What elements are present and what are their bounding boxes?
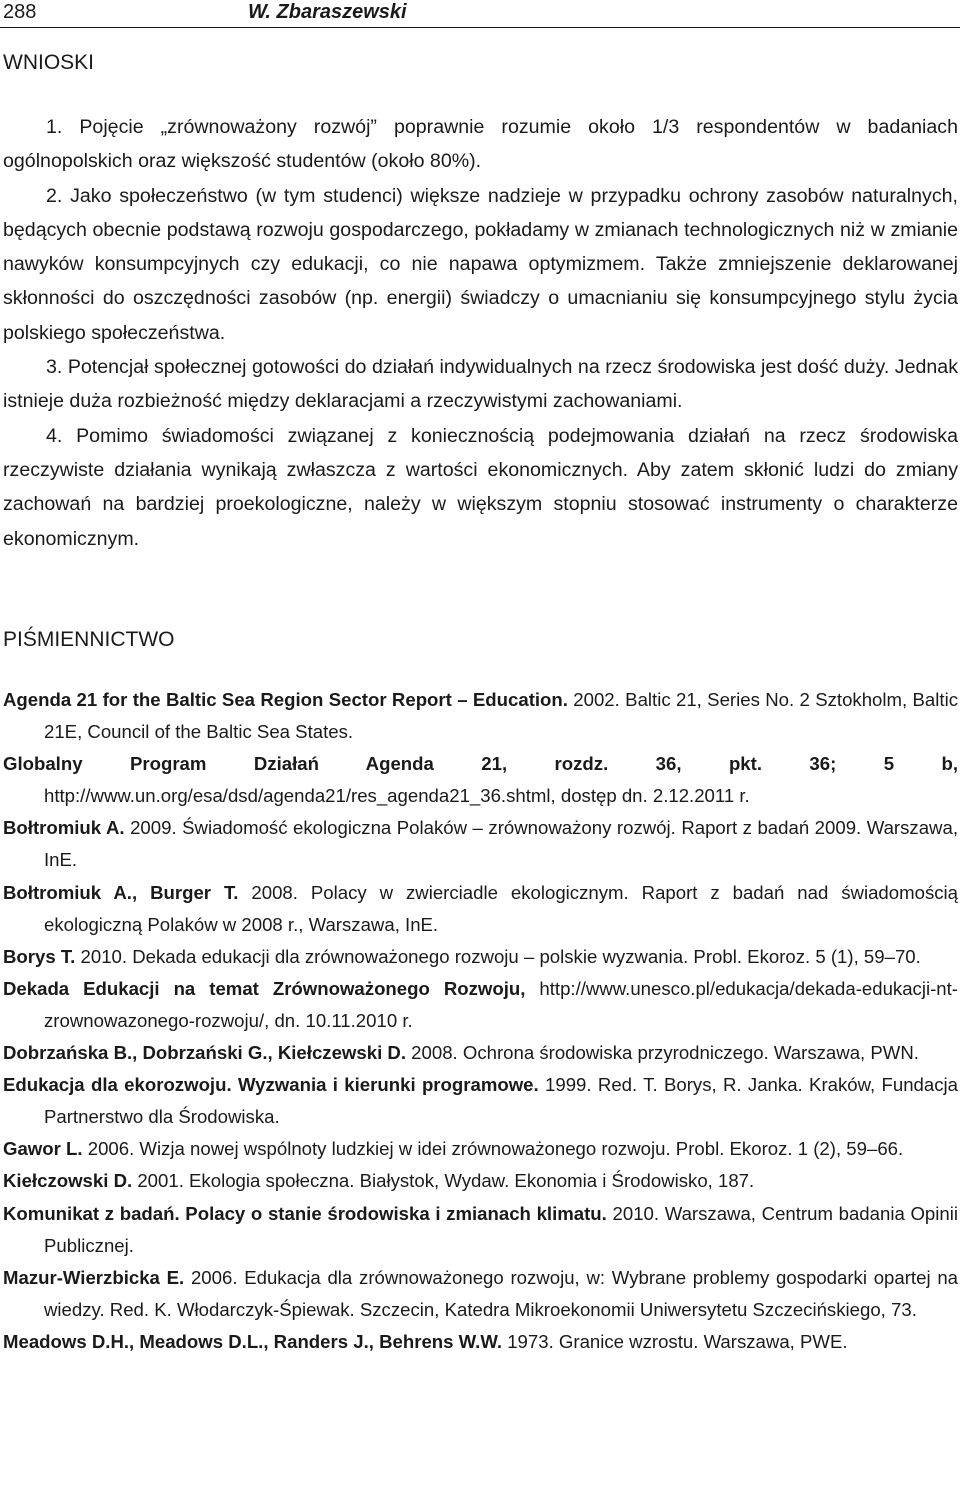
running-head: W. Zbaraszewski: [248, 1, 407, 23]
reference-entry: [3, 973, 958, 1037]
conclusion-item: 4. Pomimo świadomości związanej z koniecznością podejmowania działań na rzecz środowiska rzeczywiste działania wynikają zwłaszcza z wartości ekonomicznych. Aby zatem skłonić ludzi do zmiany zachowań na bardziej proekologiczne, należy w większym stopniu stosować instrumenty o charakterze ekonomicznym.: [3, 424, 958, 550]
reference-details: http://www.un.org/esa/dsd/agenda21/res_agenda21_36.shtml, dostęp dn. 2.12.2011 r.: [44, 785, 750, 807]
conclusion-item: 1. Pojęcie „zrównoważony rozwój” poprawnie rozumie około 1/3 respondentów w badaniach ogólnopolskich oraz większość studentów (około 80%).: [3, 116, 958, 173]
reference-details: 1999. Red. T. Borys, R. Janka. Kraków, Fundacja Partnerstwo dla Środowiska.: [44, 1074, 959, 1128]
reference-entry: [3, 877, 958, 941]
reference-details: 2010. Warszawa, Centrum badania Opinii Publicznej.: [44, 1202, 958, 1256]
reference-entry: [3, 1037, 958, 1069]
reference-entry: [3, 1326, 958, 1358]
reference-entry: [3, 1133, 958, 1165]
reference-entry: [3, 684, 958, 748]
reference-authors: Dobrzańska B., Dobrzański G., Kiełczewski D.: [3, 1042, 406, 1064]
reference-authors: Borys T.: [3, 945, 76, 967]
reference-entry: [3, 748, 958, 812]
reference-authors: Dekada Edukacji na temat Zrównoważonego Rozwoju,: [3, 977, 526, 999]
reference-details: 1973. Granice wzrostu. Warszawa, PWE.: [502, 1330, 848, 1352]
reference-authors: Komunikat z badań. Polacy o stanie środowiska i zmianach klimatu.: [3, 1202, 607, 1224]
reference-authors: Agenda 21 for the Baltic Sea Region Sector Report – Education.: [3, 689, 568, 710]
reference-entry: [3, 1262, 958, 1326]
conclusions-list: [3, 110, 958, 556]
reference-authors: Kiełczowski D.: [3, 1170, 133, 1192]
reference-authors: Bołtromiuk A., Burger T.: [3, 881, 239, 903]
reference-details: 2006. Wizja nowej wspólnoty ludzkiej w idei zrównoważonego rozwoju. Probl. Ekoroz. 1 (2), 59–66.: [82, 1138, 904, 1160]
reference-details: http://www.unesco.pl/edukacja/dekada-edukacji-nt-zrownowazonego-rozwoju/, dn. 10.11.2010 r.: [44, 977, 958, 1031]
reference-details: 2006. Edukacja dla zrównoważonego rozwoju, w: Wybrane problemy gospodarki opartej na wiedzy. Red. K. Włodarczyk-Śpiewak. Szczecin, Katedra Mikroekonomii Uniwersytetu Szczecińskiego, 73.: [44, 1266, 958, 1320]
header-rule: [0, 27, 960, 28]
reference-details: 2002. Baltic 21, Series No. 2 Sztokholm, Baltic 21E, Council of the Baltic Sea States.: [44, 689, 958, 743]
reference-list: [3, 684, 958, 1358]
reference-authors: Bołtromiuk A.: [3, 817, 125, 839]
reference-authors: Globalny Program Działań Agenda 21, rozdz. 36, pkt. 36; 5 b,: [3, 753, 958, 775]
reference-details: 2009. Świadomość ekologiczna Polaków – zrównoważony rozwój. Raport z badań 2009. Warszawa, InE.: [44, 817, 958, 871]
reference-entry: [3, 1165, 958, 1197]
conclusion-item: 2. Jako społeczeństwo (w tym studenci) większe nadzieje w przypadku ochrony zasobów naturalnych, będących obecnie podstawą rozwoju gospodarczego, pokładamy w zmianach technologicznych niż w zmianie nawyków konsumpcyjnych czy edukacji, co nie napawa optymizmem. Także zmniejszenie deklarowanej skłonności do oszczędności zasobów (np. energii) świadczy o umacnianiu się konsumpcyjnego stylu życia polskiego społeczeństwa.: [3, 184, 958, 344]
reference-details: 2001. Ekologia społeczna. Białystok, Wydaw. Ekonomia i Środowisko, 187.: [132, 1170, 755, 1192]
reference-details: 2008. Ochrona środowiska przyrodniczego. Warszawa, PWN.: [406, 1042, 919, 1064]
reference-entry: [3, 812, 958, 876]
reference-authors: Edukacja dla ekorozwoju. Wyzwania i kierunki programowe.: [3, 1074, 539, 1096]
page-number: 288: [3, 1, 37, 23]
reference-authors: Mazur-Wierzbicka E.: [3, 1266, 185, 1288]
reference-entry: [3, 941, 958, 973]
reference-details: 2010. Dekada edukacji dla zrównoważonego rozwoju – polskie wyzwania. Probl. Ekoroz. 5 (1), 59–70.: [75, 945, 921, 967]
page-header: [0, 0, 960, 24]
reference-authors: Meadows D.H., Meadows D.L., Randers J., Behrens W.W.: [3, 1330, 503, 1352]
bibliography-heading: PIŚMIENNICTWO: [3, 628, 175, 651]
reference-details: 2008. Polacy w zwierciadle ekologicznym. Raport z badań nad świadomością ekologiczną Polaków w 2008 r., Warszawa, InE.: [44, 881, 959, 935]
reference-authors: Gawor L.: [3, 1138, 83, 1160]
conclusion-item: 3. Potencjał społecznej gotowości do działań indywidualnych na rzecz środowiska jest dość duży. Jednak istnieje duża rozbieżność między deklaracjami a rzeczywistymi zachowaniami.: [3, 356, 958, 413]
reference-entry: [3, 1198, 958, 1262]
conclusions-heading: WNIOSKI: [3, 51, 95, 74]
reference-entry: [3, 1069, 958, 1133]
